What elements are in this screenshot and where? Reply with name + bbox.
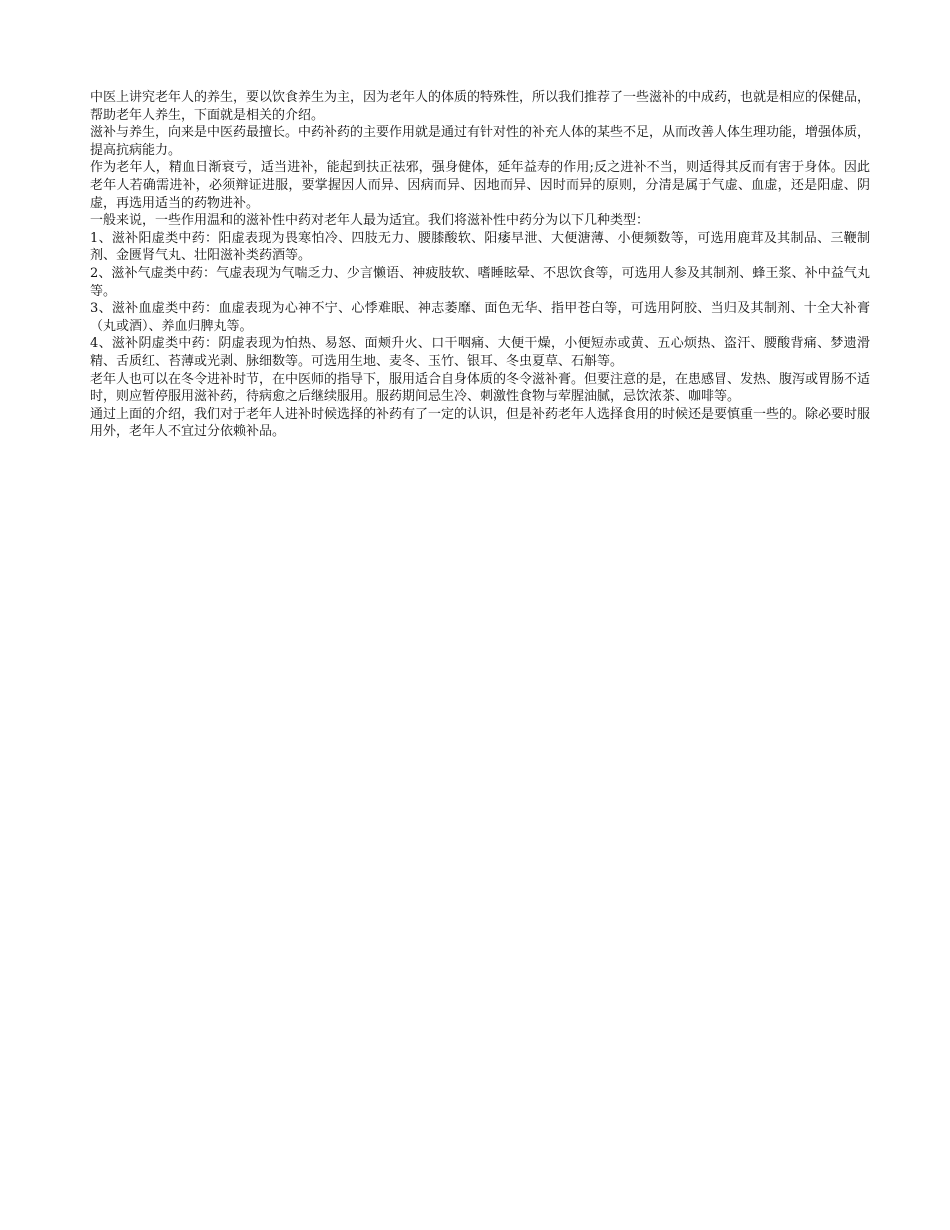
paragraph-winter-tonic: 老年人也可以在冬令进补时节，在中医师的指导下，服用适合自身体质的冬令滋补膏。但要注意的是，在患感冒、发热、腹泻或胃肠不适时，则应暂停服用滋补药，待病愈之后继续服用。服药期间忌生冷、刺激性食物与荤腥油腻，忌饮浓茶、咖啡等。 bbox=[90, 371, 871, 405]
paragraph-nourish-and-health: 滋补与养生，向来是中医药最擅长。中药补药的主要作用就是通过有针对性的补充人体的某些不足，从而改善人体生理功能，增强体质，提高抗病能力。 bbox=[90, 125, 871, 158]
paragraph-qi-deficiency: 2、滋补气虚类中药：气虚表现为气喘乏力、少言懒语、神疲肢软、嗜睡眩晕、不思饮食等，可选用人参及其制剂、蜂王浆、补中益气丸等。 bbox=[90, 265, 870, 299]
paragraph-yang-deficiency: 1、滋补阳虚类中药：阳虚表现为畏寒怕冷、四肢无力、腰膝酸软、阳痿早泄、大便溏薄、小便频数等，可选用鹿茸及其制品、三鞭制剂、金匮肾气丸、壮阳滋补类药酒等。 bbox=[90, 230, 870, 264]
document-body bbox=[90, 89, 870, 441]
paragraph-intro: 中医上讲究老年人的养生，要以饮食养生为主，因为老年人的体质的特殊性，所以我们推荐了一些滋补的中成药，也就是相应的保健品，帮助老年人养生，下面就是相关的介绍。 bbox=[90, 90, 871, 123]
paragraph-elderly-tonic: 作为老年人，精血日渐衰亏，适当进补，能起到扶正祛邪，强身健体，延年益寿的作用;反之进补不当，则适得其反而有害于身体。因此老年人若确需进补，必须辩证进服，要掌握因人而异、因病而异、因地而异、因时而异的原则，分清是属于气虚、血虚，还是阳虚、阴虚，再选用适当的药物进补。 bbox=[90, 160, 870, 211]
paragraph-types-intro: 一般来说，一些作用温和的滋补性中药对老年人最为适宜。我们将滋补性中药分为以下几种类型： bbox=[90, 213, 650, 229]
paragraph-blood-deficiency: 3、滋补血虚类中药：血虚表现为心神不宁、心悸难眠、神志萎靡、面色无华、指甲苍白等，可选用阿胶、当归及其制剂、十全大补膏（丸或酒）、养血归脾丸等。 bbox=[90, 301, 870, 334]
paragraph-conclusion: 通过上面的介绍，我们对于老年人进补时候选择的补药有了一定的认识，但是补药老年人选择食用的时候还是要慎重一些的。除必要时服用外，老年人不宜过分依赖补品。 bbox=[90, 406, 871, 440]
paragraph-yin-deficiency: 4、滋补阴虚类中药：阴虚表现为怕热、易怒、面颊升火、口干咽痛、大便干燥，小便短赤或黄、五心烦热、盗汗、腰酸背痛、梦遗滑精、舌质红、苔薄或光剥、脉细数等。可选用生地、麦冬、玉竹、银耳、冬虫夏草、石斛等。 bbox=[90, 336, 870, 369]
